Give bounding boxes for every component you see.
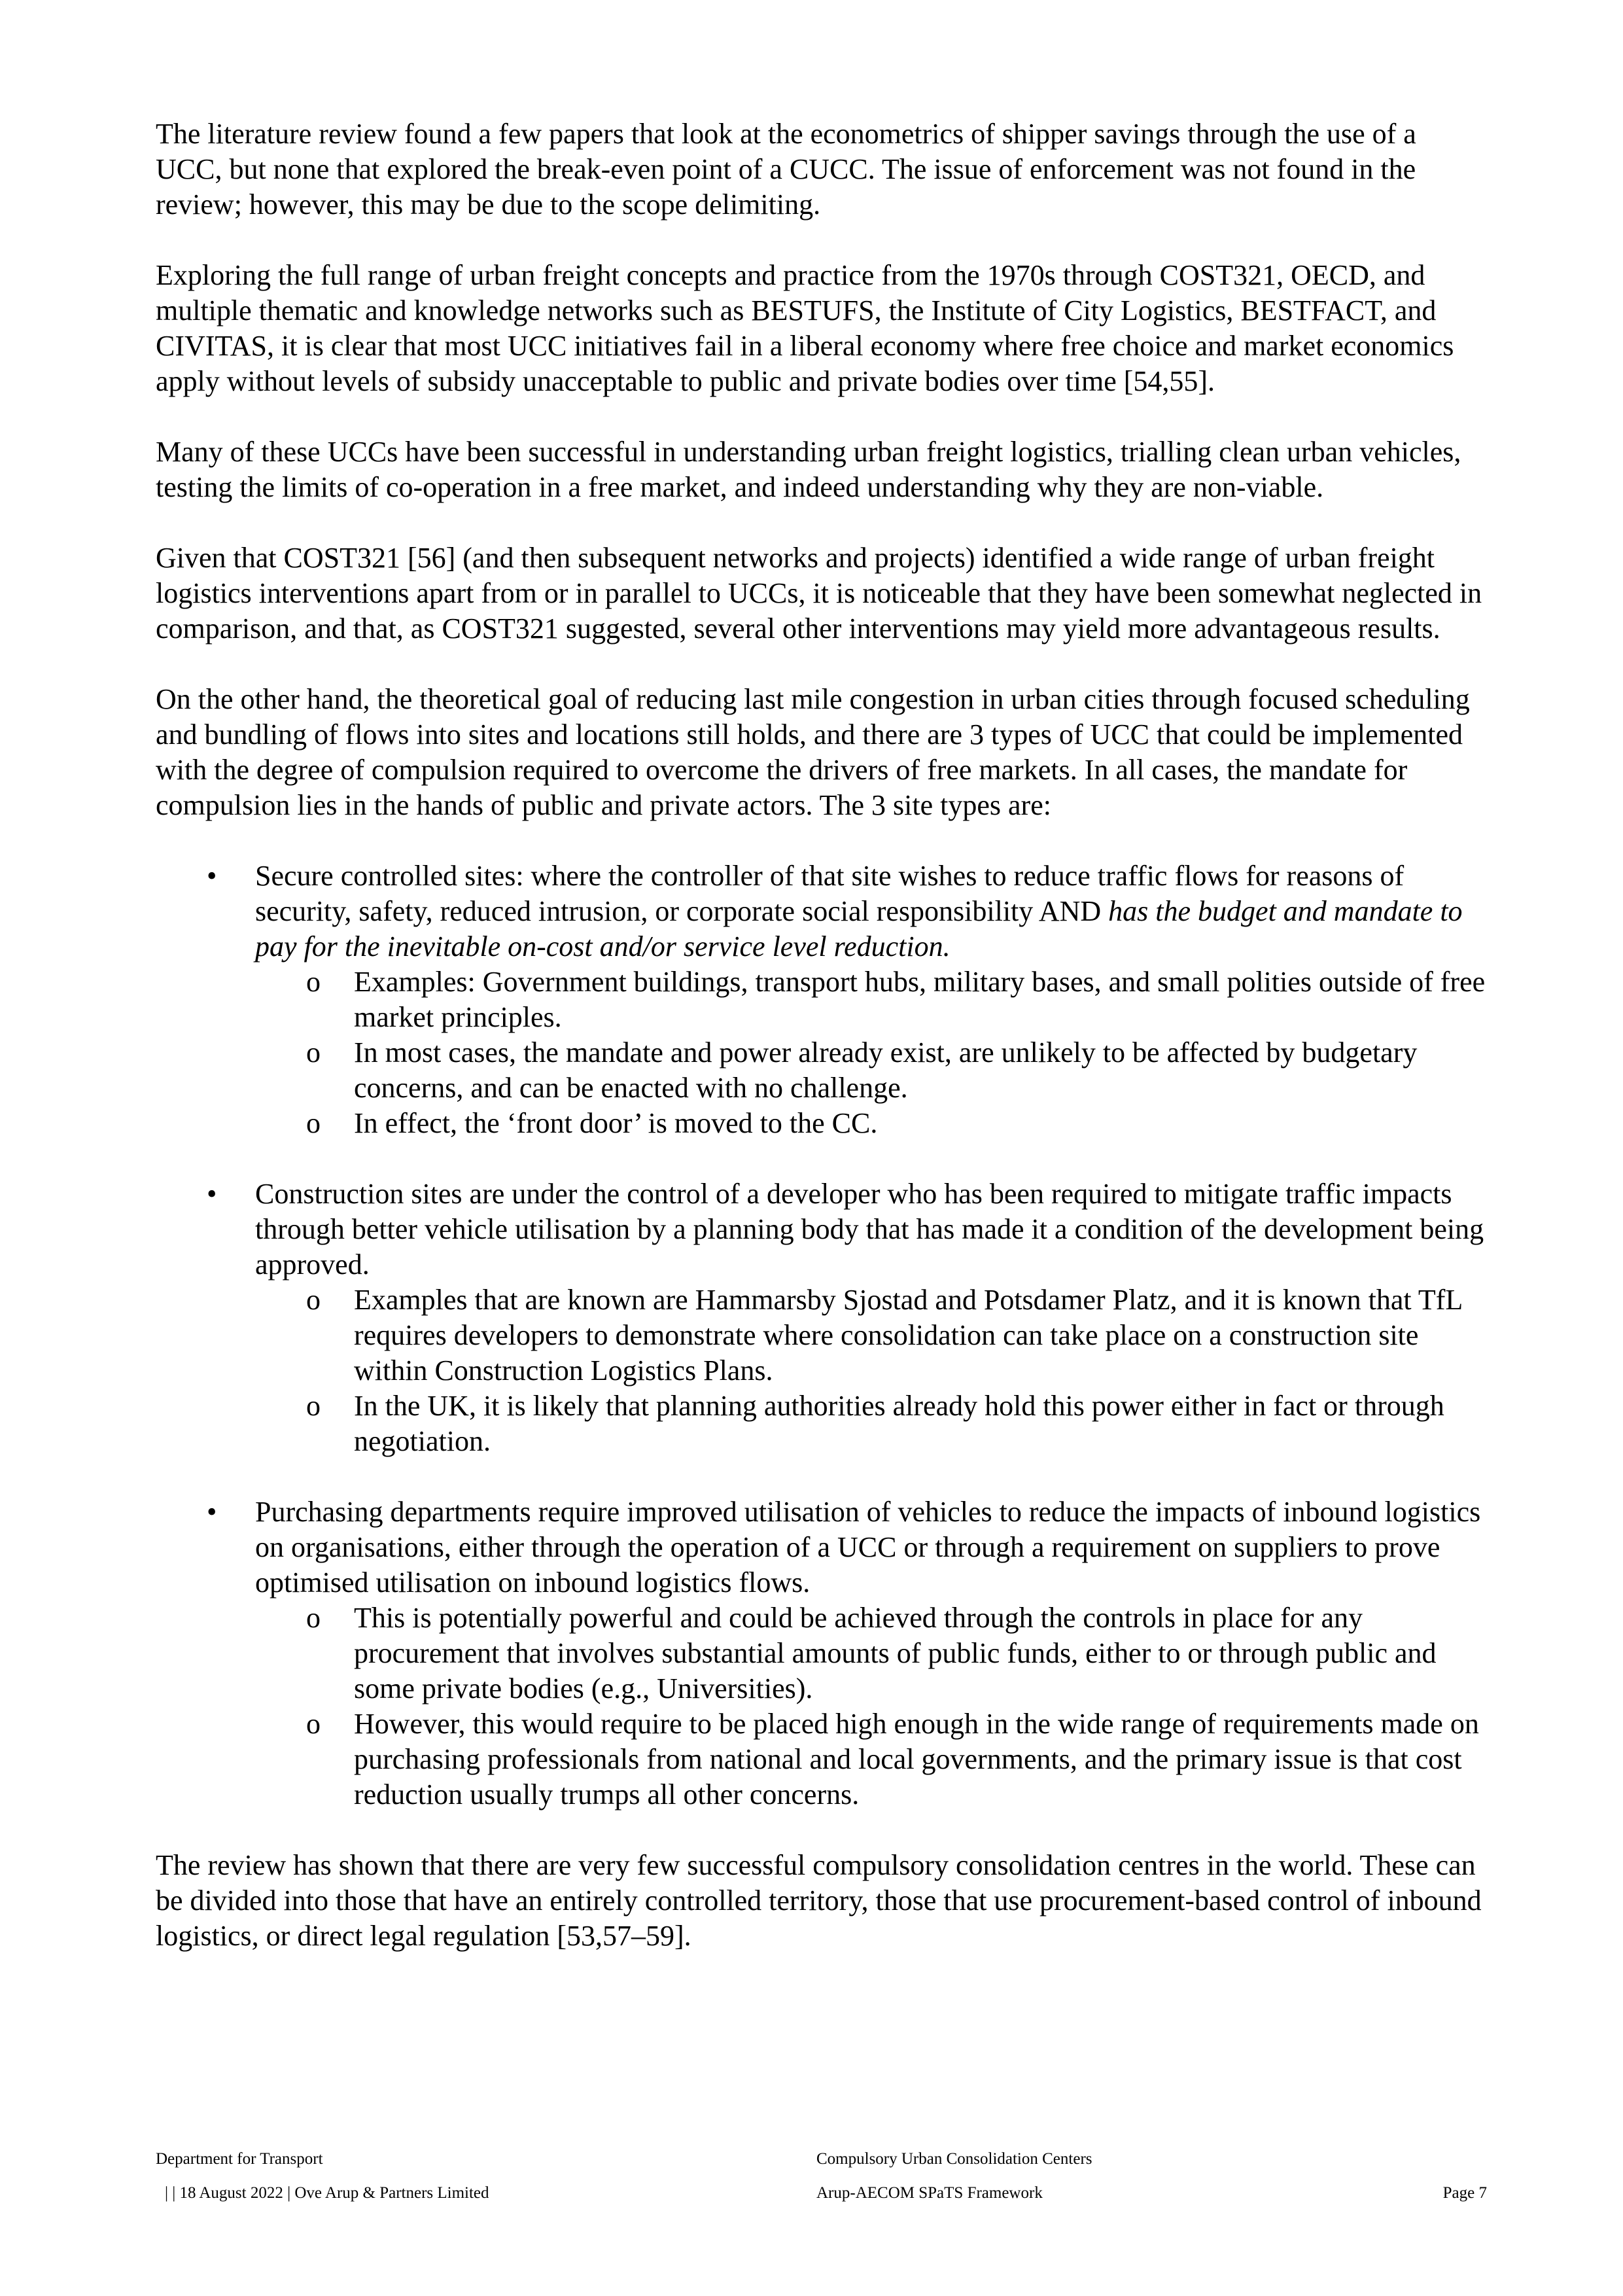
- paragraph-review-conclusion: The review has shown that there are very few successful compulsory consolidation centres in the world. These can be divided into those that have an entirely controlled territory, those that use procurement-based control of inbound logistics, or direct legal regulation [53,57–59].: [156, 1849, 1482, 1952]
- sub-marker: o: [306, 1036, 321, 1069]
- footer-date-company: | | 18 August 2022 | Ove Arup & Partners Limited: [165, 2184, 489, 2202]
- sub-list-item: [255, 1282, 1487, 1388]
- sub-marker: o: [306, 1107, 321, 1139]
- page-footer: [156, 2149, 1487, 2217]
- sub-list: [255, 1600, 1487, 1812]
- list-item-construction-sites: [156, 1176, 1487, 1459]
- sub-list: [255, 1282, 1487, 1459]
- paragraph-cost321: Given that COST321 [56] (and then subsequent networks and projects) identified a wide range of urban freight logistics interventions apart from or in parallel to UCCs, it is noticeable that they have been somewhat neglected in comparison, and that, as COST321 suggested, several other interventions may yield more advantageous results.: [156, 542, 1482, 645]
- sub-list-item: [255, 1388, 1487, 1459]
- sub-marker: o: [306, 1284, 321, 1316]
- footer-row-bottom: [156, 2183, 1487, 2217]
- list-item-purchasing-departments: [156, 1494, 1487, 1812]
- sub-text: In the UK, it is likely that planning authorities already hold this power either in fact or through negotiation.: [354, 1390, 1444, 1457]
- sub-text: However, this would require to be placed high enough in the wide range of requirements made on purchasing professionals from national and local governments, and the primary issue is that cost reduction usually trumps all other concerns.: [354, 1708, 1479, 1810]
- sub-marker: o: [306, 1602, 321, 1634]
- sub-marker: o: [306, 1708, 321, 1740]
- bullet-marker: •: [207, 1496, 217, 1528]
- sub-text: In effect, the ‘front door’ is moved to the CC.: [354, 1107, 878, 1139]
- paragraph-ucc-success: Many of these UCCs have been successful in understanding urban freight logistics, trialling clean urban vehicles, testing the limits of co-operation in a free market, and indeed understanding why they are non-viable.: [156, 436, 1461, 503]
- footer-row-top: [156, 2149, 1487, 2183]
- sub-list-item: [255, 1035, 1487, 1106]
- footer-page-number: Page 7: [1442, 2184, 1487, 2202]
- paragraph-literature-review: The literature review found a few papers that look at the econometrics of shipper savings through the use of a UCC, but none that explored the break-even point of a CUCC. The issue of enforcement was not found in the review; however, this may be due to the scope delimiting.: [156, 118, 1416, 221]
- paragraph-urban-freight-concepts: Exploring the full range of urban freight concepts and practice from the 1970s through COST321, OECD, and multiple thematic and knowledge networks such as BESTUFS, the Institute of City Logistics, BESTFACT, and CIVITAS, it is clear that most UCC initiatives fail in a liberal economy where free choice and market economics apply without levels of subsidy unacceptable to public and private bodies over time [54,55].: [156, 259, 1454, 397]
- bullet-text: Construction sites are under the control of a developer who has been required to mitigate traffic impacts through better vehicle utilisation by a planning body that has made it a condition of the development being approved.: [255, 1178, 1484, 1280]
- footer-report-title: Compulsory Urban Consolidation Centers: [816, 2150, 1092, 2168]
- bullet-marker: •: [207, 860, 217, 892]
- bullet-marker: •: [207, 1178, 217, 1210]
- sub-list-item: [255, 964, 1487, 1035]
- sub-list-item: [255, 1106, 1487, 1141]
- sub-text: This is potentially powerful and could be achieved through the controls in place for any procurement that involves substantial amounts of public funds, either to or through public and some private bodies (e.g., Universities).: [354, 1602, 1437, 1704]
- sub-marker: o: [306, 966, 321, 998]
- list-item-secure-sites: [156, 858, 1487, 1141]
- sub-text: Examples that are known are Hammarsby Sjostad and Potsdamer Platz, and it is known that TfL requires developers to demonstrate where consolidation can take place on a construction site within Construction Logistics Plans.: [354, 1284, 1462, 1386]
- sub-list-item: [255, 1706, 1487, 1812]
- sub-text: Examples: Government buildings, transport hubs, military bases, and small polities outside of free market principles.: [354, 966, 1486, 1033]
- sub-marker: o: [306, 1390, 321, 1422]
- bullet-text-italic: has the budget and mandate to pay for the inevitable on-cost and/or service level reduction.: [255, 895, 1463, 963]
- sub-list-item: [255, 1600, 1487, 1706]
- site-types-list: [156, 858, 1487, 1812]
- bullet-text: Secure controlled sites: where the controller of that site wishes to reduce traffic flows for reasons of security, safety, reduced intrusion, or corporate social responsibility AND: [255, 860, 1405, 927]
- footer-client: Department for Transport: [156, 2150, 323, 2168]
- sub-text: In most cases, the mandate and power already exist, are unlikely to be affected by budgetary concerns, and can be enacted with no challenge.: [354, 1036, 1418, 1104]
- paragraph-theoretical-goal: On the other hand, the theoretical goal of reducing last mile congestion in urban cities through focused scheduling and bundling of flows into sites and locations still holds, and there are 3 types of UCC that could be implemented with the degree of compulsion required to overcome the drivers of free markets. In all cases, the mandate for compulsion lies in the hands of public and private actors. The 3 site types are:: [156, 683, 1470, 821]
- document-body: [156, 116, 1487, 1989]
- footer-framework: Arup-AECOM SPaTS Framework: [816, 2184, 1043, 2202]
- sub-list: [255, 964, 1487, 1141]
- bullet-text: Purchasing departments require improved utilisation of vehicles to reduce the impacts of inbound logistics on organisations, either through the operation of a UCC or through a requirement on suppliers to prove optimised utilisation on inbound logistics flows.: [255, 1496, 1481, 1598]
